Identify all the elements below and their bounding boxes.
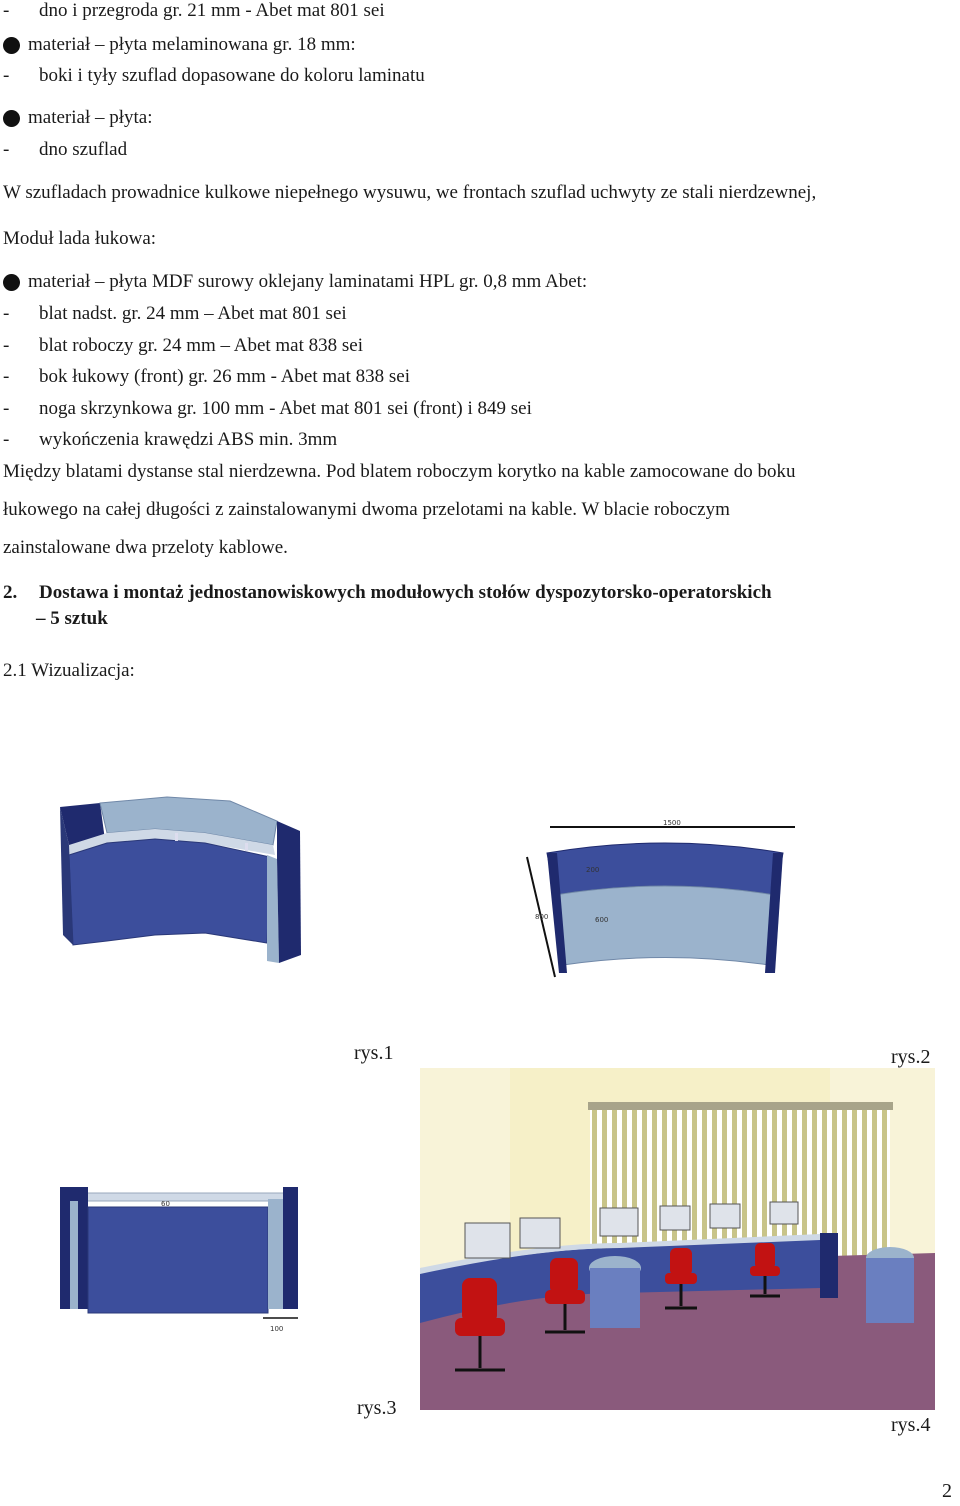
bullet-icon [3, 274, 20, 291]
caption-rys2: rys.2 [891, 1046, 931, 1068]
section-number: 2. [3, 582, 18, 603]
desk-figure-3 [58, 1185, 303, 1335]
section-heading: Moduł lada łukowa: [3, 228, 157, 249]
dim-60: 60 [161, 1200, 170, 1208]
dim-200: 200 [586, 866, 600, 874]
caption-rys4: rys.4 [891, 1414, 931, 1436]
paragraph: Między blatami dystanse stal nierdzewna. Pod blatem roboczym korytko na kable zamocowane do boku [3, 461, 796, 482]
dim-800: 800 [535, 913, 549, 921]
bullet-icon [3, 37, 20, 54]
subsection-title: 2.1 Wizualizacja: [3, 660, 135, 681]
page-number: 2 [942, 1480, 952, 1502]
section-title: Dostawa i montaż jednostanowiskowych modułowych stołów dyspozytorsko-operatorskich [39, 582, 772, 603]
dim-600: 600 [595, 916, 609, 924]
section-title-cont: – 5 sztuk [36, 608, 108, 629]
desk-figure-2 [525, 815, 800, 980]
caption-rys1: rys.1 [354, 1042, 394, 1064]
bullet-icon [3, 110, 20, 127]
caption-rys3: rys.3 [357, 1397, 397, 1419]
dim-1500: 1500 [663, 819, 681, 827]
paragraph: zainstalowane dwa przeloty kablowe. [3, 537, 288, 558]
paragraph: łukowego na całej długości z zainstalowanymi dwoma przelotami na kable. W blacie roboczym [3, 499, 730, 520]
paragraph: W szufladach prowadnice kulkowe niepełnego wysuwu, we frontach szuflad uchwyty ze stali nierdzewnej, [3, 182, 817, 203]
dim-100: 100 [270, 1325, 284, 1333]
desk-figure-1 [55, 795, 305, 975]
control-room-render [420, 1068, 935, 1410]
